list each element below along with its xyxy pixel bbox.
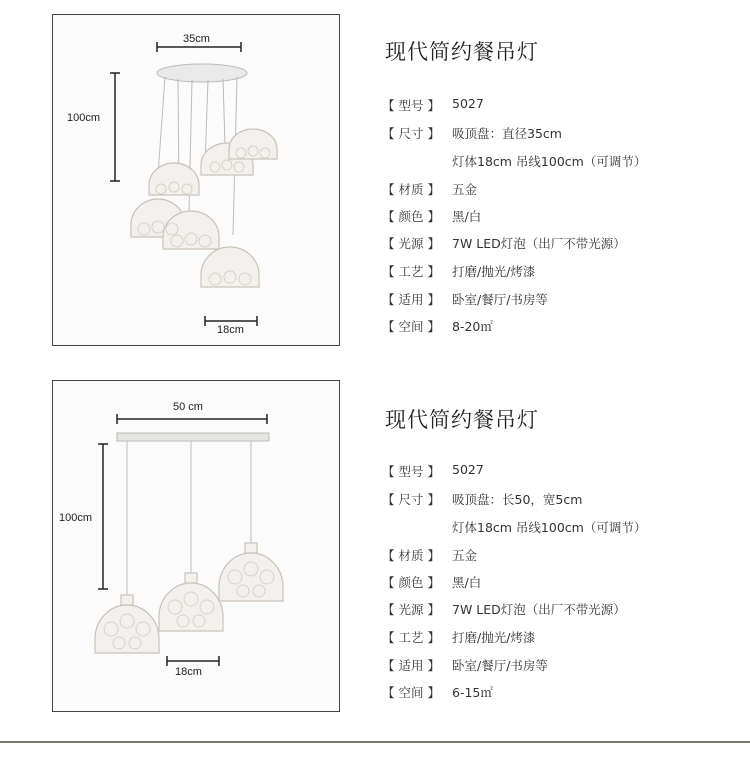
product-title: 现代简约餐吊灯 bbox=[385, 40, 539, 64]
spec-key: 【 材质 】 bbox=[382, 182, 440, 197]
spec-key: 【 光源 】 bbox=[382, 236, 440, 251]
spec-value: 五金 bbox=[452, 182, 478, 197]
spec-value: 8-20㎡ bbox=[452, 319, 493, 334]
height-dimension: 100cm bbox=[67, 112, 101, 124]
spec-value: 打磨/抛光/烤漆 bbox=[452, 630, 536, 645]
spec-key: 【 颜色 】 bbox=[382, 575, 440, 590]
product-section-1 bbox=[0, 0, 750, 366]
spec-value: 打磨/抛光/烤漆 bbox=[452, 264, 536, 279]
spec-key: 【 适用 】 bbox=[382, 292, 440, 307]
spec-value: 7W LED灯泡（出厂不带光源） bbox=[452, 236, 626, 251]
bottom-divider bbox=[0, 741, 750, 743]
spec-value: 吸顶盘：长50，宽5cm bbox=[452, 492, 583, 507]
spec-key: 【 材质 】 bbox=[382, 548, 440, 563]
spec-value: 卧室/餐厅/书房等 bbox=[452, 292, 548, 307]
spec-value: 7W LED灯泡（出厂不带光源） bbox=[452, 602, 626, 617]
pendant-lamp-illustration bbox=[53, 15, 339, 345]
spec-value: 5027 bbox=[452, 96, 484, 111]
spec-key: 【 颜色 】 bbox=[382, 209, 440, 224]
spec-value: 黑/白 bbox=[452, 575, 482, 590]
spec-key: 【 型号 】 bbox=[382, 464, 440, 479]
product-title: 现代简约餐吊灯 bbox=[385, 408, 539, 432]
width-dimension: 50 cm bbox=[173, 401, 203, 413]
shade-dimension: 18cm bbox=[175, 666, 202, 678]
shade-dimension: 18cm bbox=[217, 324, 244, 336]
spec-key: 【 工艺 】 bbox=[382, 630, 440, 645]
spec-value: 卧室/餐厅/书房等 bbox=[452, 658, 548, 673]
spec-key: 【 型号 】 bbox=[382, 98, 440, 113]
pendant-lamp-illustration bbox=[53, 381, 339, 711]
spec-key: 【 空间 】 bbox=[382, 319, 440, 334]
spec-value: 吸顶盘：直径35cm bbox=[452, 126, 562, 141]
spec-key: 【 光源 】 bbox=[382, 602, 440, 617]
spec-key: 【 尺寸 】 bbox=[382, 126, 440, 141]
spec-value: 五金 bbox=[452, 548, 478, 563]
width-dimension: 35cm bbox=[183, 33, 210, 45]
spec-value: 黑/白 bbox=[452, 209, 482, 224]
spec-value: 5027 bbox=[452, 462, 484, 477]
product-image-linear bbox=[52, 380, 340, 712]
spec-key: 【 尺寸 】 bbox=[382, 492, 440, 507]
spec-value-extra: 灯体18cm 吊线100cm（可调节） bbox=[452, 520, 647, 535]
spec-key: 【 工艺 】 bbox=[382, 264, 440, 279]
spec-value-extra: 灯体18cm 吊线100cm（可调节） bbox=[452, 154, 647, 169]
height-dimension: 100cm bbox=[59, 512, 93, 524]
spec-value: 6-15㎡ bbox=[452, 685, 493, 700]
spec-key: 【 适用 】 bbox=[382, 658, 440, 673]
spec-key: 【 空间 】 bbox=[382, 685, 440, 700]
product-section-2 bbox=[0, 366, 750, 738]
product-image-round bbox=[52, 14, 340, 346]
